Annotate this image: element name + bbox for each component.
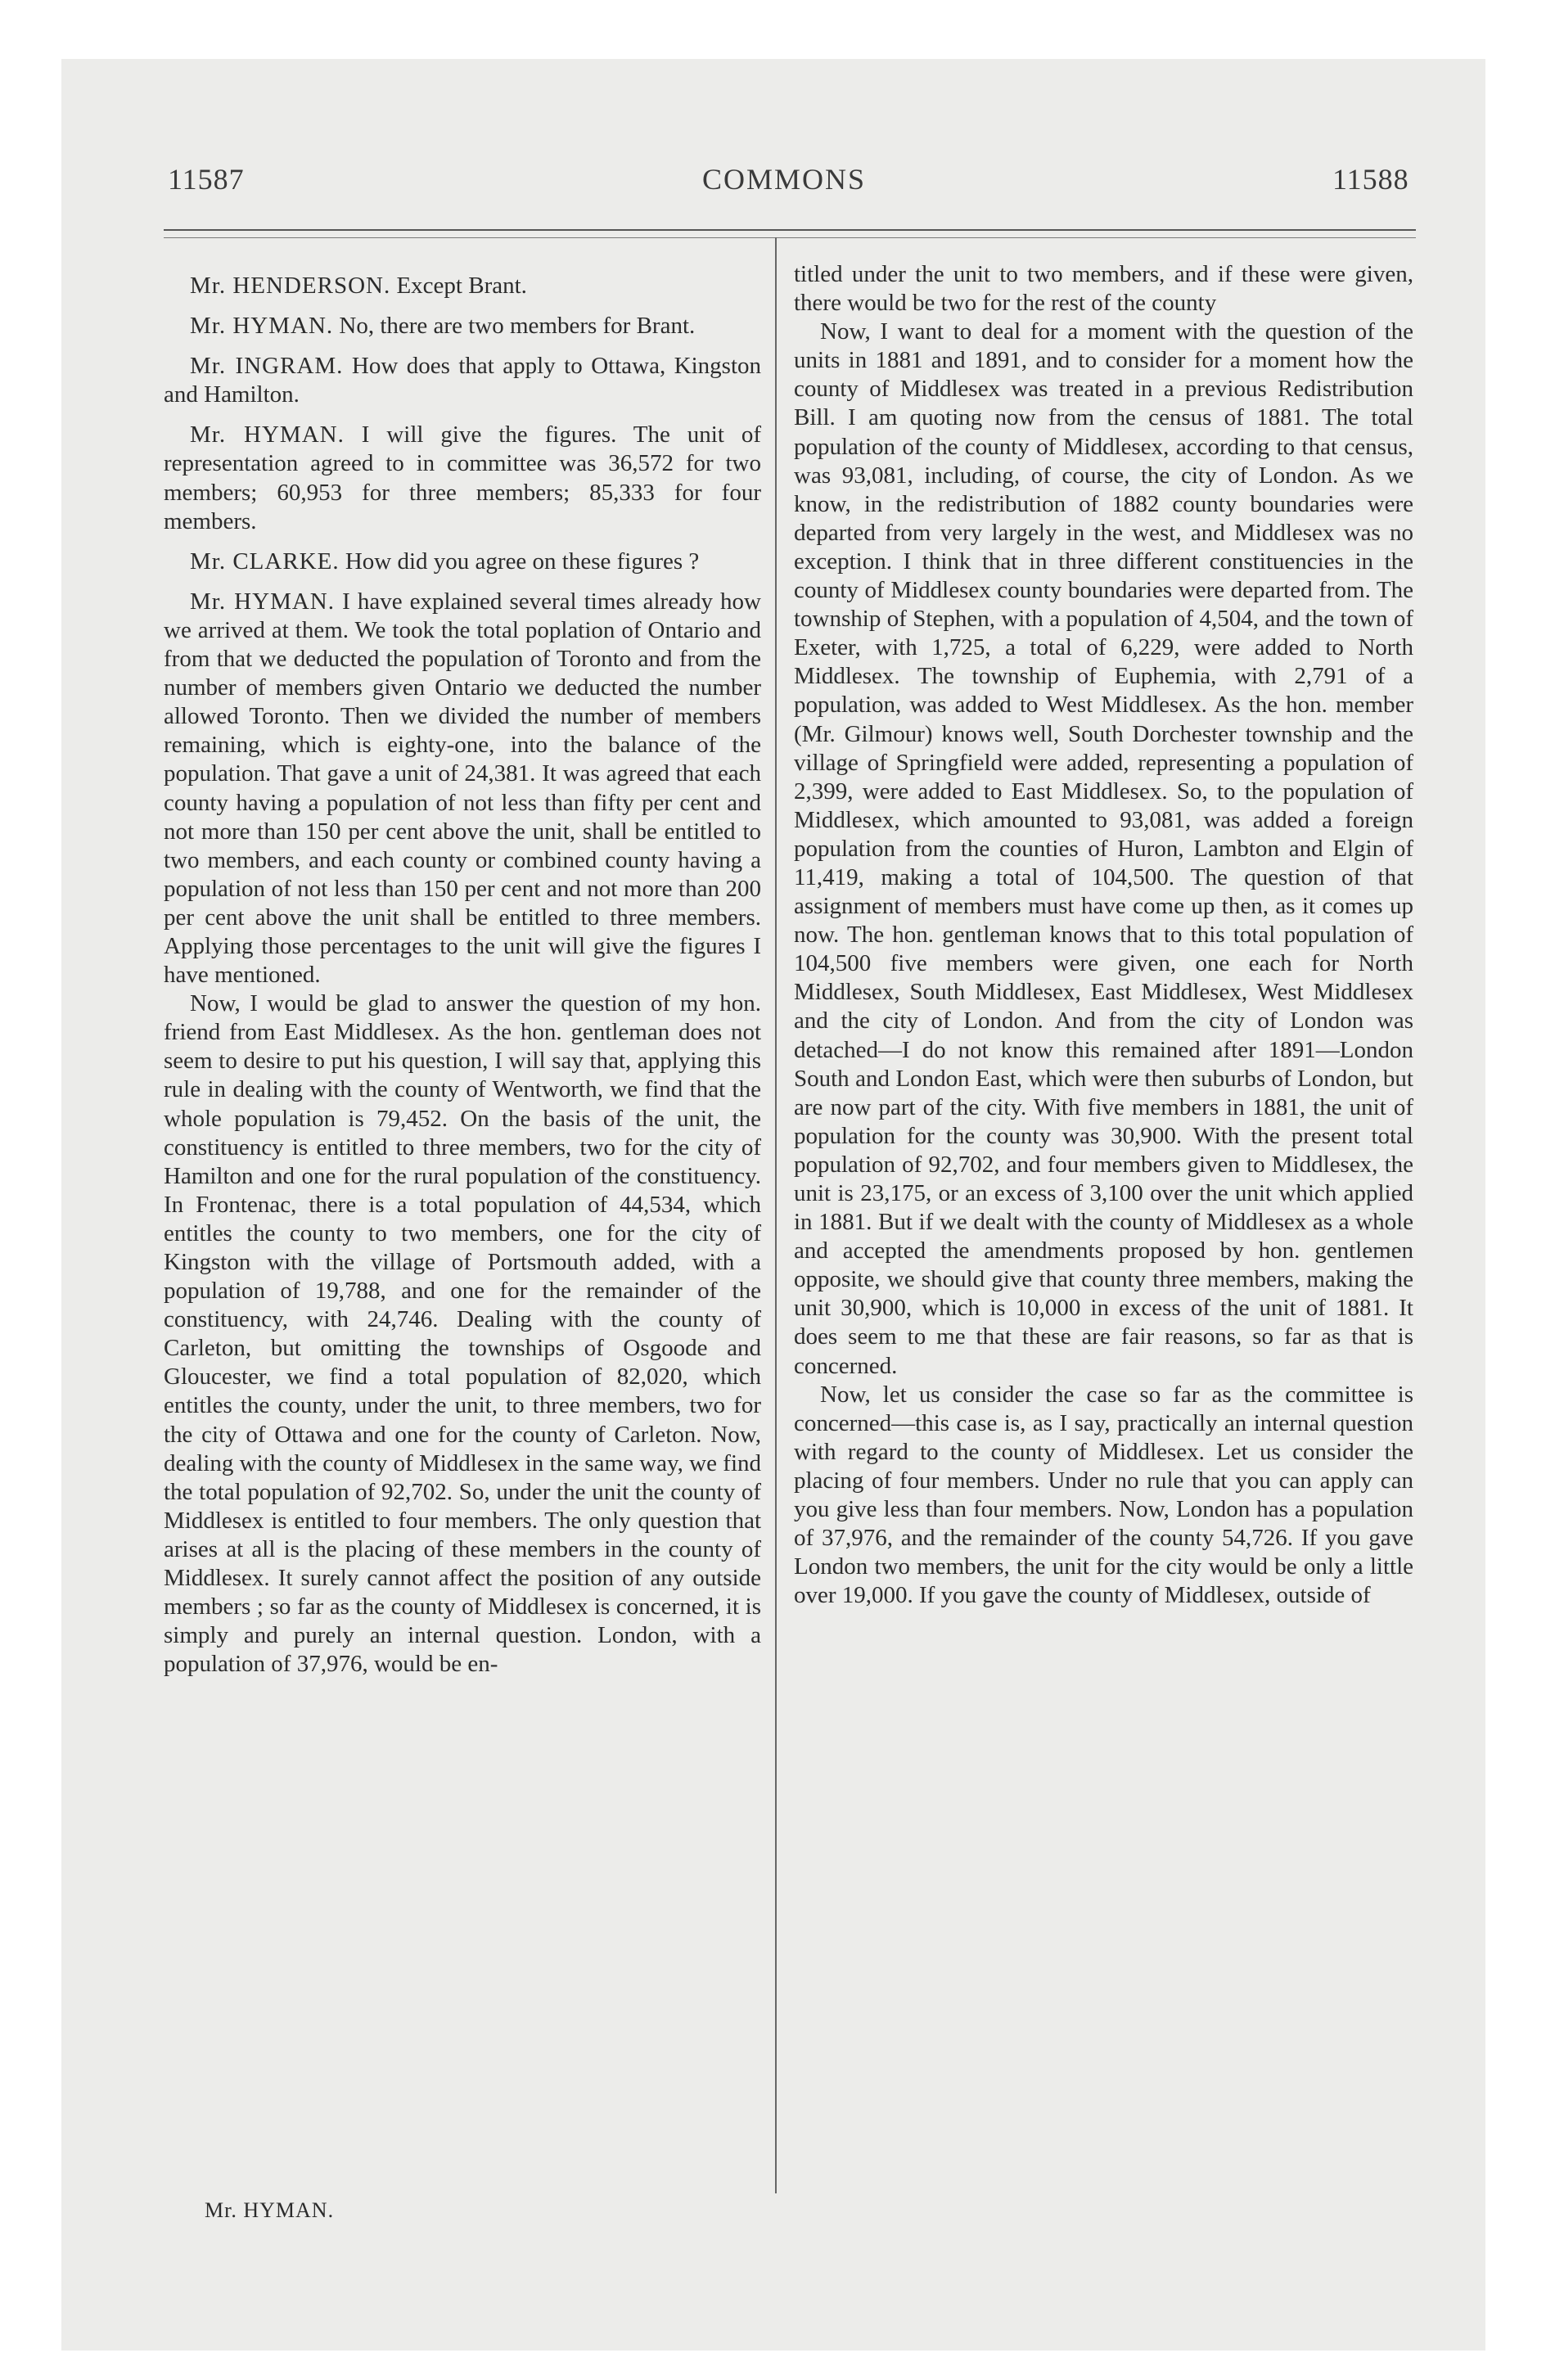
paragraph [794, 318, 1413, 1380]
speech-text: I will give the figures. The unit of representation agreed to in committee was 36,572 for two members; 60,953 for three members; 85,333 for four members. [164, 421, 761, 534]
speaker: Mr. HYMAN. [190, 313, 334, 340]
paragraph [164, 352, 761, 409]
speech-text: How did you agree on these figures ? [345, 548, 700, 575]
header-rule [164, 229, 1416, 231]
page-number-left: 11587 [168, 163, 245, 196]
header-rule-thin [164, 237, 1416, 238]
speaker: Mr. INGRAM. [190, 353, 344, 380]
speech-text: Now, let us consider the case so far as the committee is concerned—this case is, as I say, practically an internal question with regard to the county of Middlesex. Let us consider the placing of four members. Under no rule that you can apply can you give less than four members. Now, London has a population of 37,976, and the remainder of the county 54,726. If you gave London two members, the unit for the city would be only a little over 19,000. If you gave the county of Middlesex, outside of [794, 1381, 1413, 1609]
speech-text: titled under the unit to two members, and if these were given, there would be two for the rest of the county [794, 261, 1413, 317]
left-column [164, 260, 761, 1679]
paragraph [164, 989, 761, 1679]
running-head: COMMONS [702, 163, 867, 196]
speech-text: I have explained several times already how we arrived at them. We took the total poplation of Ontario and from that we deducted the population of Toronto and from the number of members given Ontario we deducted the number allowed Toronto. Then we divided the number of members remaining, which is eighty-one, into the balance of the population. That gave a unit of 24,381. It was agreed that each county having a population of not less than fifty per cent and not more than 150 per cent above the unit, shall be entitled to two members, and each county or combined county having a population of not less than 150 per cent and not more than 200 per cent above the unit shall be entitled to three members. Applying those percentages to the unit will give the figures I have mentioned. [164, 588, 761, 989]
page-number-right: 11588 [1332, 163, 1409, 196]
paragraph [794, 1381, 1413, 1611]
speaker: Mr. HENDERSON. [190, 273, 391, 299]
speaker: Mr. HYMAN. [190, 588, 335, 615]
footer-speaker: Mr. HYMAN. [205, 2198, 335, 2222]
speech-text: How does that apply to Ottawa, Kingston and Hamilton. [164, 353, 761, 408]
speaker: Mr. HYMAN. [190, 421, 345, 449]
paragraph [164, 272, 761, 300]
speech-text: Now, I want to deal for a moment with the question of the units in 1881 and 1891, and to consider for a moment how the county of Middlesex was treated in a previous Redistribution Bill. I am quoting now from the census of 1881. The total population of the county of Middlesex, according to that census, was 93,081, including, of course, the city of London. As we know, in the redistribution of 1882 county boundaries were departed from very largely in the west, and Middlesex was no exception. I think that in three different constituencies in the county of Middlesex county boundaries were departed from. The township of Stephen, with a population of 4,504, and the town of Exeter, with 1,725, a total of 6,229, were added to North Middlesex. The township of Euphemia, with 2,791 of a population, was added to West Middlesex. As the hon. member (Mr. Gilmour) knows well, South Dorchester township and the village of Springfield were added, representing a population of 2,399, were added to East Middlesex. So, to the population of Middlesex, which amounted to 93,081, was added a foreign population from the counties of Huron, Lambton and Elgin of 11,419, making a total of 104,500. The question of that assignment of members must have come up then, as it comes up now. The hon. gentleman knows that to this total population of 104,500 five members were given, one each for North Middlesex, South Middlesex, East Middlesex, West Middlesex and the city of London. And from the city of London was detached—I do not know this remained after 1891—London South and London East, which were then suburbs of London, but are now part of the city. With five members in 1881, the unit of population for the county was 30,900. With the present total population of 92,702, and four members given to Middlesex, the unit is 23,175, or an excess of 3,100 over the unit which applied in 1881. But if we dealt with the county of Middlesex as a whole and accepted the amendments proposed by hon. gentlemen opposite, we should give that county three members, making the unit 30,900, which is 10,000 in excess of the unit of 1881. It does seem to me that these are fair reasons, so far as that is concerned. [794, 318, 1413, 1379]
paragraph [164, 312, 761, 340]
speech-text: No, there are two members for Brant. [339, 313, 696, 340]
speech-text: Now, I would be glad to answer the question of my hon. friend from East Middlesex. As the hon. gentleman does not seem to desire to put his question, I will say that, applying this rule in dealing with the county of Wentworth, we find that the whole population is 79,452. On the basis of the unit, the constituency is entitled to three members, two for the city of Hamilton and one for the rural population of the constituency. In Frontenac, there is a total population of 44,534, which entitles the county to two members, one for the city of Kingston with the village of Portsmouth added, with a population of 19,788, and one for the remainder of the constituency, with 24,746. Dealing with the county of Carleton, but omitting the townships of Osgoode and Gloucester, we find a total population of 82,020, which entitles the county, under the unit, to three members, two for the city of Ottawa and one for the county of Carleton. Now, dealing with the county of Middlesex in the same way, we find the total population of 92,702. So, under the unit the county of Middlesex is entitled to four members. The only question that arises at all is the placing of these members in the county of Middlesex. It surely cannot affect the position of any outside members ; so far as the county of Middlesex is concerned, it is simply and purely an internal question. London, with a population of 37,976, would be en- [164, 990, 761, 1678]
speaker: Mr. CLARKE. [190, 548, 340, 575]
paragraph [164, 548, 761, 576]
paragraph [794, 260, 1413, 318]
column-divider [775, 237, 777, 2193]
right-column [794, 260, 1413, 1610]
paragraph [164, 421, 761, 535]
speech-text: Except Brant. [396, 273, 527, 299]
paragraph [164, 588, 761, 989]
